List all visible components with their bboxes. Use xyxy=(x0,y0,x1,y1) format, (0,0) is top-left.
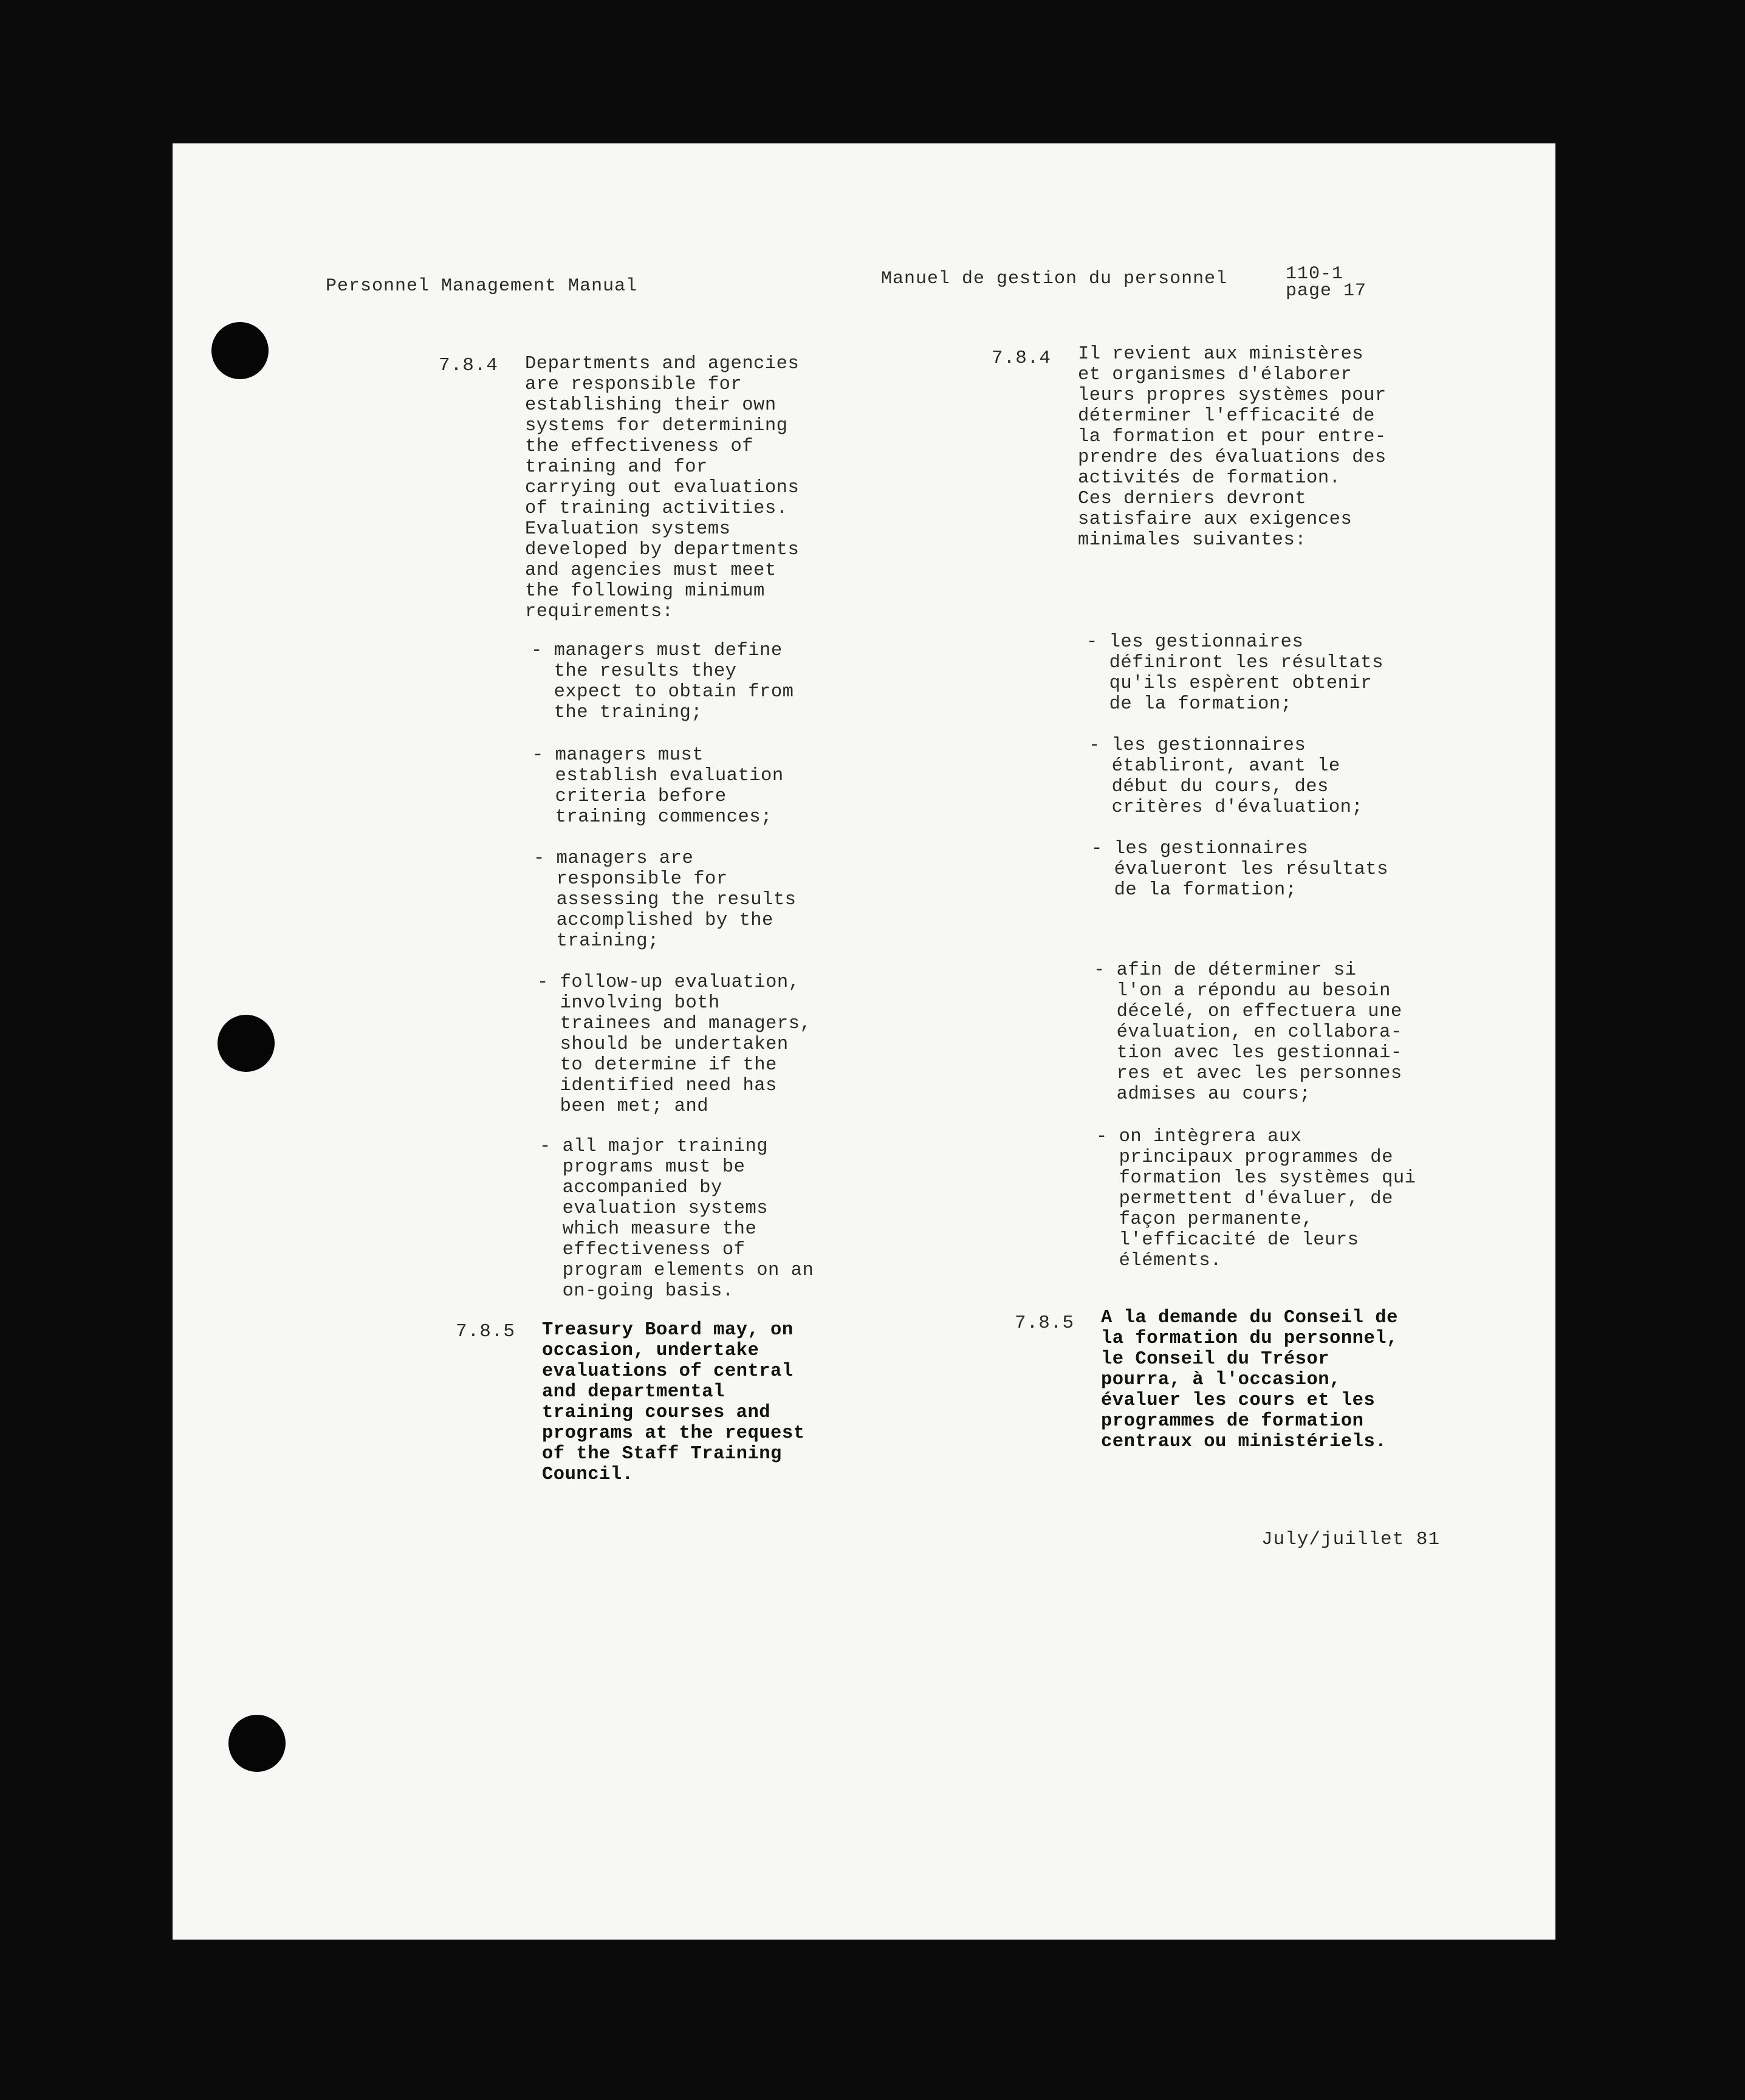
bullet-en-5: - all major training programs must be accompanied by evaluation systems which measure the effectiveness of program elements on an on-going basis. xyxy=(540,1136,814,1302)
section-785-en-text: Treasury Board may, on occasion, undertake evaluations of central and departmental training courses and programs at the request of the Staff Training Council. xyxy=(542,1320,805,1485)
bullet-fr-3: - les gestionnaires évalueront les résultats de la formation; xyxy=(1091,839,1388,901)
header-left-title: Personnel Management Manual xyxy=(326,276,638,297)
section-785-fr-text: A la demande du Conseil de la formation du personnel, le Conseil du Trésor pourra, à l'occasion, évaluer les cours et les programmes de formation centraux ou ministériels. xyxy=(1101,1308,1398,1452)
binder-hole-middle xyxy=(218,1015,275,1072)
binder-hole-bottom xyxy=(228,1715,286,1772)
header-right-title: Manuel de gestion du personnel xyxy=(881,269,1228,289)
header-doc-number: 110-1 xyxy=(1286,264,1344,284)
footer-date: July/juillet 81 xyxy=(1261,1529,1441,1550)
document-page xyxy=(173,143,1555,1940)
header-page-number: page 17 xyxy=(1286,281,1367,301)
bullet-fr-4: - afin de déterminer si l'on a répondu au besoin décelé, on effectuera une évaluation, en collabora- tion avec les gestionnai- res et avec les personnes admises au cours; xyxy=(1094,960,1402,1105)
section-number-784-fr: 7.8.4 xyxy=(992,348,1052,369)
section-number-785-en: 7.8.5 xyxy=(456,1321,516,1342)
section-784-fr-text: Il revient aux ministères et organismes d'élaborer leurs propres systèmes pour déterminer l'efficacité de la formation et pour entre- prendre des évaluations des activités de formation. Ces derniers devront satisfaire aux exigences minimales suivantes: xyxy=(1078,344,1387,551)
bullet-en-1: - managers must define the results they expect to obtain from the training; xyxy=(531,640,794,723)
bullet-en-4: - follow-up evaluation, involving both trainees and managers, should be undertaken to determine if the identified need has been met; and xyxy=(537,972,812,1117)
bullet-fr-1: - les gestionnaires définiront les résultats qu'ils espèrent obtenir de la formation; xyxy=(1086,632,1383,715)
bullet-fr-5: - on intègrera aux principaux programmes de formation les systèmes qui permettent d'évaluer, de façon permanente, l'efficacité de leurs éléments. xyxy=(1096,1127,1416,1271)
binder-hole-top xyxy=(211,322,269,379)
section-number-785-fr: 7.8.5 xyxy=(1015,1312,1075,1334)
bullet-fr-2: - les gestionnaires établiront, avant le début du cours, des critères d'évaluation; xyxy=(1089,735,1363,818)
bullet-en-2: - managers must establish evaluation criteria before training commences; xyxy=(532,745,784,828)
bullet-en-3: - managers are responsible for assessing the results accomplished by the training; xyxy=(533,848,797,952)
section-number-784-en: 7.8.4 xyxy=(439,355,499,376)
section-784-en-text: Departments and agencies are responsible for establishing their own systems for determining the effectiveness of training and for carrying out evaluations of training activities. Evaluation systems developed by departments and agencies must meet the following minimum requirements: xyxy=(525,354,800,622)
